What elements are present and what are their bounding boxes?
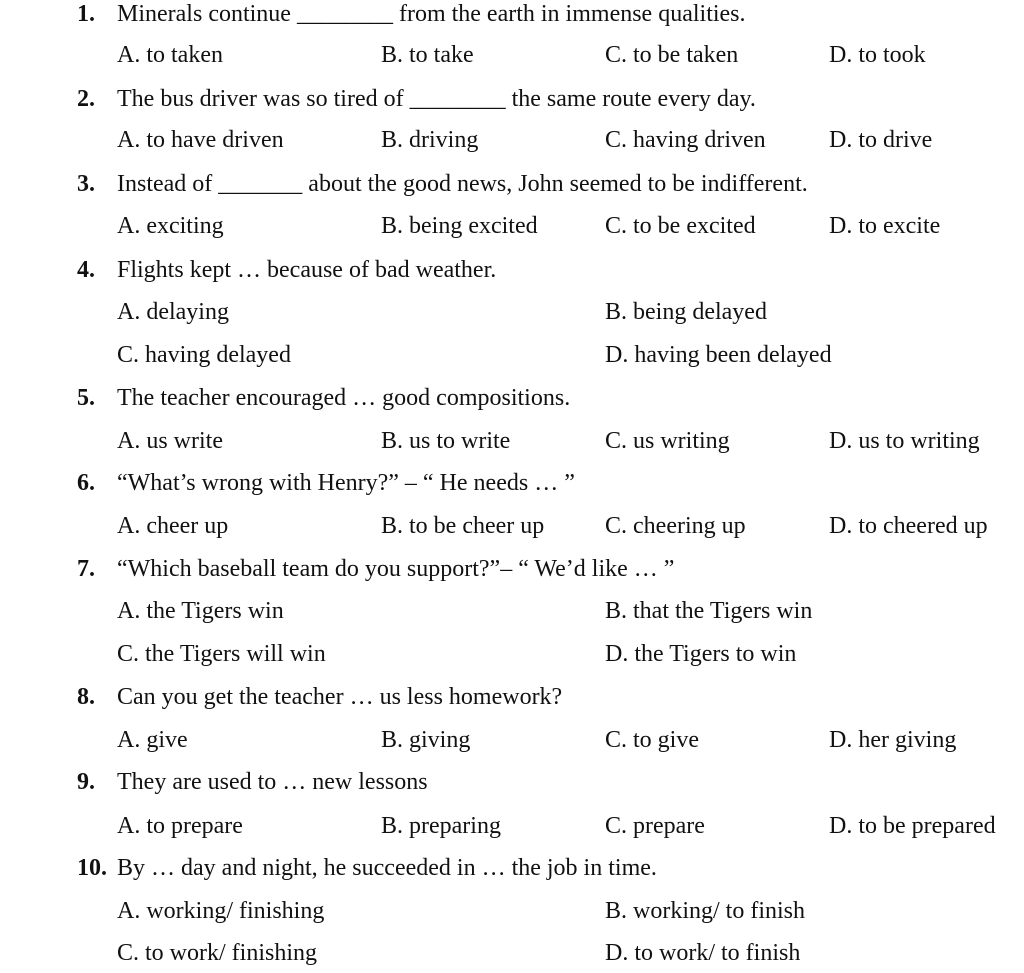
question-number: 10. xyxy=(77,855,107,881)
question-stem: “Which baseball team do you support?”– “ We’d like … ” xyxy=(117,556,675,582)
option-c[interactable]: C. to be excited xyxy=(605,213,756,239)
option-c[interactable]: C. having driven xyxy=(605,127,766,153)
option-b[interactable]: B. us to write xyxy=(381,428,511,454)
option-a[interactable]: A. exciting xyxy=(117,213,224,239)
option-a[interactable]: A. delaying xyxy=(117,299,229,325)
option-a[interactable]: A. working/ finishing xyxy=(117,898,325,924)
option-a[interactable]: A. us write xyxy=(117,428,223,454)
question-number: 1. xyxy=(77,1,95,27)
question-stem: Minerals continue ________ from the earth in immense qualities. xyxy=(117,1,746,27)
question-number: 5. xyxy=(77,385,95,411)
option-b[interactable]: B. being excited xyxy=(381,213,538,239)
option-a[interactable]: A. the Tigers win xyxy=(117,598,284,624)
question-5 xyxy=(0,378,1024,418)
option-a[interactable]: A. to have driven xyxy=(117,127,284,153)
question-4 xyxy=(0,250,1024,290)
question-number: 9. xyxy=(77,769,95,795)
option-c[interactable]: C. cheering up xyxy=(605,513,746,539)
question-number: 4. xyxy=(77,257,95,283)
option-c[interactable]: C. to give xyxy=(605,727,699,753)
option-b[interactable]: B. driving xyxy=(381,127,479,153)
option-c[interactable]: C. to work/ finishing xyxy=(117,940,318,966)
answer-blank: ________ xyxy=(409,86,506,112)
question-number: 7. xyxy=(77,556,95,582)
option-d[interactable]: D. her giving xyxy=(829,727,957,753)
option-b[interactable]: B. to take xyxy=(381,42,474,68)
option-d[interactable]: D. the Tigers to win xyxy=(605,641,797,667)
option-c[interactable]: C. the Tigers will win xyxy=(117,641,326,667)
question-stem: They are used to … new lessons xyxy=(117,769,428,795)
question-8 xyxy=(0,677,1024,717)
question-stem: The bus driver was so tired of ________ the same route every day. xyxy=(117,86,756,112)
question-2 xyxy=(0,79,1024,119)
answer-blank: _______ xyxy=(218,171,303,197)
question-stem: Can you get the teacher … us less homework? xyxy=(117,684,563,710)
question-9 xyxy=(0,762,1024,802)
option-b[interactable]: B. being delayed xyxy=(605,299,767,325)
question-7 xyxy=(0,549,1024,589)
option-c[interactable]: C. prepare xyxy=(605,813,705,839)
option-a[interactable]: A. to prepare xyxy=(117,813,243,839)
question-stem: The teacher encouraged … good compositions. xyxy=(117,385,571,411)
option-b[interactable]: B. working/ to finish xyxy=(605,898,806,924)
question-1 xyxy=(0,0,1024,34)
question-6 xyxy=(0,463,1024,503)
option-d[interactable]: D. to be prepared xyxy=(829,813,996,839)
question-3 xyxy=(0,164,1024,204)
option-d[interactable]: D. us to writing xyxy=(829,428,980,454)
option-d[interactable]: D. to drive xyxy=(829,127,933,153)
option-b[interactable]: B. preparing xyxy=(381,813,501,839)
option-d[interactable]: D. to excite xyxy=(829,213,941,239)
question-stem: Flights kept … because of bad weather. xyxy=(117,257,497,283)
option-b[interactable]: B. to be cheer up xyxy=(381,513,545,539)
option-b[interactable]: B. giving xyxy=(381,727,471,753)
option-a[interactable]: A. to taken xyxy=(117,42,223,68)
question-number: 2. xyxy=(77,86,95,112)
option-d[interactable]: D. to work/ to finish xyxy=(605,940,801,966)
question-number: 8. xyxy=(77,684,95,710)
option-b[interactable]: B. that the Tigers win xyxy=(605,598,813,624)
question-10 xyxy=(0,848,1024,888)
option-a[interactable]: A. give xyxy=(117,727,188,753)
question-number: 3. xyxy=(77,171,95,197)
question-stem: “What’s wrong with Henry?” – “ He needs … ” xyxy=(117,470,575,496)
option-a[interactable]: A. cheer up xyxy=(117,513,229,539)
option-d[interactable]: D. to cheered up xyxy=(829,513,988,539)
question-number: 6. xyxy=(77,470,95,496)
option-c[interactable]: C. to be taken xyxy=(605,42,739,68)
answer-blank: ________ xyxy=(296,1,393,27)
question-stem: Instead of _______ about the good news, John seemed to be indifferent. xyxy=(117,171,808,197)
option-c[interactable]: C. having delayed xyxy=(117,342,291,368)
question-stem: By … day and night, he succeeded in … the job in time. xyxy=(117,855,657,881)
option-d[interactable]: D. to took xyxy=(829,42,926,68)
option-c[interactable]: C. us writing xyxy=(605,428,730,454)
option-d[interactable]: D. having been delayed xyxy=(605,342,832,368)
